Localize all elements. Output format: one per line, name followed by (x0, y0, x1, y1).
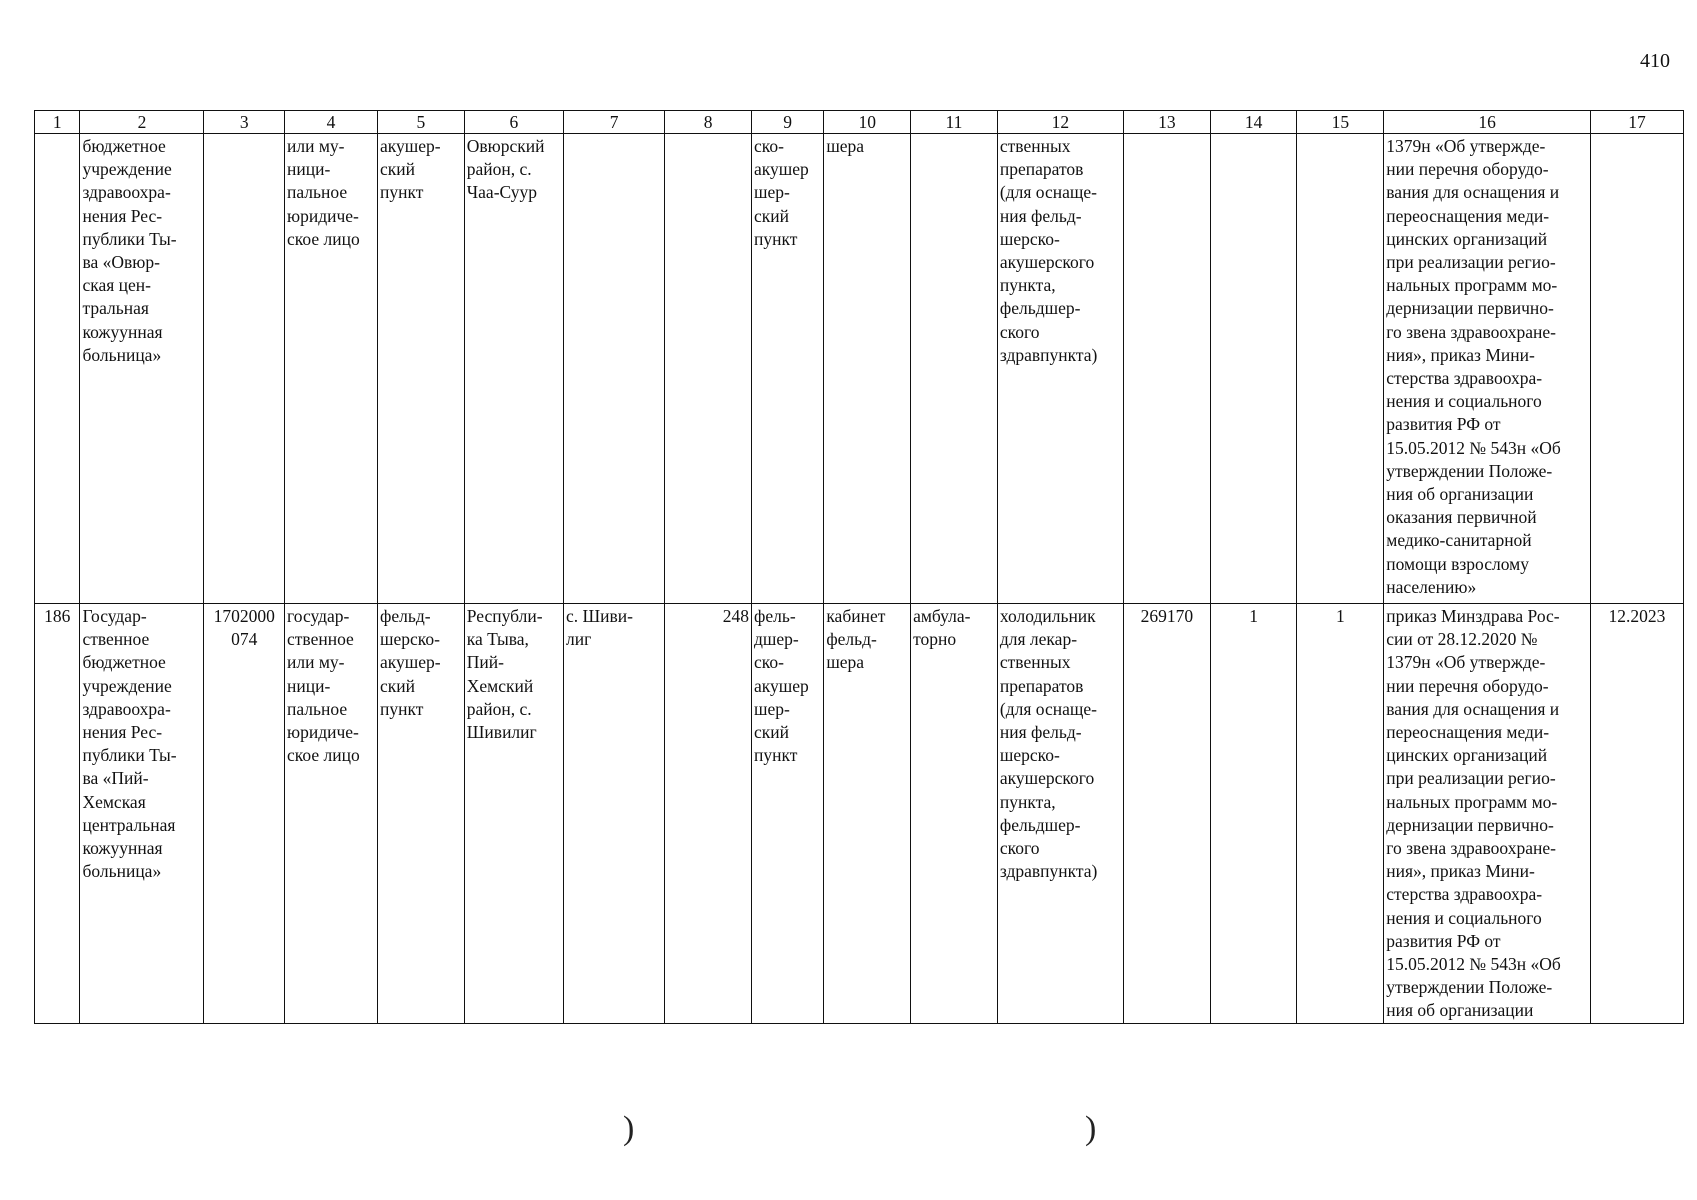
table-cell (1590, 134, 1683, 604)
table-row (35, 134, 1684, 604)
table-cell (35, 134, 80, 604)
table-cell: Государ- ственное бюджетное учреждение здравоохра- нения Рес- публики Ты- ва «Пий- Хемская центральная кожуунная больница» (80, 604, 204, 1024)
table-cell: 248 (665, 604, 752, 1024)
column-header: 3 (204, 111, 285, 134)
table-cell (563, 134, 664, 604)
page-number: 410 (1640, 50, 1670, 72)
table-cell: Республи- ка Тыва, Пий- Хемский район, с. Шивилиг (464, 604, 563, 1024)
column-header: 16 (1384, 111, 1591, 134)
document-table (34, 110, 1684, 1024)
table-cell: 269170 (1123, 604, 1210, 1024)
column-header: 6 (464, 111, 563, 134)
column-header: 7 (563, 111, 664, 134)
table-cell: 186 (35, 604, 80, 1024)
table-cell (911, 134, 998, 604)
scan-mark: ) (623, 1110, 635, 1147)
table-cell: фельд- шерско- акушер- ский пункт (378, 604, 465, 1024)
column-header: 13 (1123, 111, 1210, 134)
table-cell: ско- акушер шер- ский пункт (752, 134, 824, 604)
column-header: 8 (665, 111, 752, 134)
header-row (35, 111, 1684, 134)
scan-mark: ) (1085, 1110, 1097, 1147)
table-cell: ственных препаратов (для оснаще- ния фельд- шерско- акушерского пункта, фельдшер- ского здравпункта) (997, 134, 1123, 604)
column-header: 10 (824, 111, 911, 134)
table-cell: холодильник для лекар- ственных препаратов (для оснаще- ния фельд- шерско- акушерского пункта, фельдшер- ского здравпункта) (997, 604, 1123, 1024)
table-cell: амбула- торно (911, 604, 998, 1024)
column-header: 9 (752, 111, 824, 134)
table-cell: государ- ственное или му- ници- пальное юридиче- ское лицо (285, 604, 378, 1024)
table-cell (1210, 134, 1297, 604)
table-cell: кабинет фельд- шера (824, 604, 911, 1024)
table-cell (665, 134, 752, 604)
column-header: 11 (911, 111, 998, 134)
table-cell: 1702000 074 (204, 604, 285, 1024)
column-header: 5 (378, 111, 465, 134)
table-cell: шера (824, 134, 911, 604)
column-header: 1 (35, 111, 80, 134)
table-cell: бюджетное учреждение здравоохра- нения Рес- публики Ты- ва «Овюр- ская цен- тральная кожуунная больница» (80, 134, 204, 604)
table-row (35, 604, 1684, 1024)
table-cell (1123, 134, 1210, 604)
table-cell: приказ Минздрава Рос- сии от 28.12.2020 № 1379н «Об утвержде- нии перечня оборудо- вания для оснащения и переоснащения меди- цинских организаций при реализации регио- нальных программ мо- дернизации первично- го звена здравоохране- ния», приказ Мини- стерства здравоохра- нения и социального развития РФ от 15.05.2012 № 543н «Об утверждении Положе- ния об организации (1384, 604, 1591, 1024)
table-cell: 1 (1210, 604, 1297, 1024)
table-cell: с. Шиви- лиг (563, 604, 664, 1024)
column-header: 12 (997, 111, 1123, 134)
table-cell: 1379н «Об утвержде- нии перечня оборудо- вания для оснащения и переоснащения меди- цинских организаций при реализации регио- нальных программ мо- дернизации первично- го звена здравоохране- ния», приказ Мини- стерства здравоохра- нения и социального развития РФ от 15.05.2012 № 543н «Об утверждении Положе- ния об организации оказания первичной медико-санитарной помощи взрослому населению» (1384, 134, 1591, 604)
table-cell: фель- дшер- ско- акушер шер- ский пункт (752, 604, 824, 1024)
table-cell (1297, 134, 1384, 604)
column-header: 4 (285, 111, 378, 134)
column-header: 14 (1210, 111, 1297, 134)
table-cell: 12.2023 (1590, 604, 1683, 1024)
column-header: 2 (80, 111, 204, 134)
table-cell: 1 (1297, 604, 1384, 1024)
table-cell: или му- ници- пальное юридиче- ское лицо (285, 134, 378, 604)
column-header: 17 (1590, 111, 1683, 134)
table-cell (204, 134, 285, 604)
table-cell: акушер- ский пункт (378, 134, 465, 604)
column-header: 15 (1297, 111, 1384, 134)
table-cell: Овюрский район, с. Чаа-Суур (464, 134, 563, 604)
